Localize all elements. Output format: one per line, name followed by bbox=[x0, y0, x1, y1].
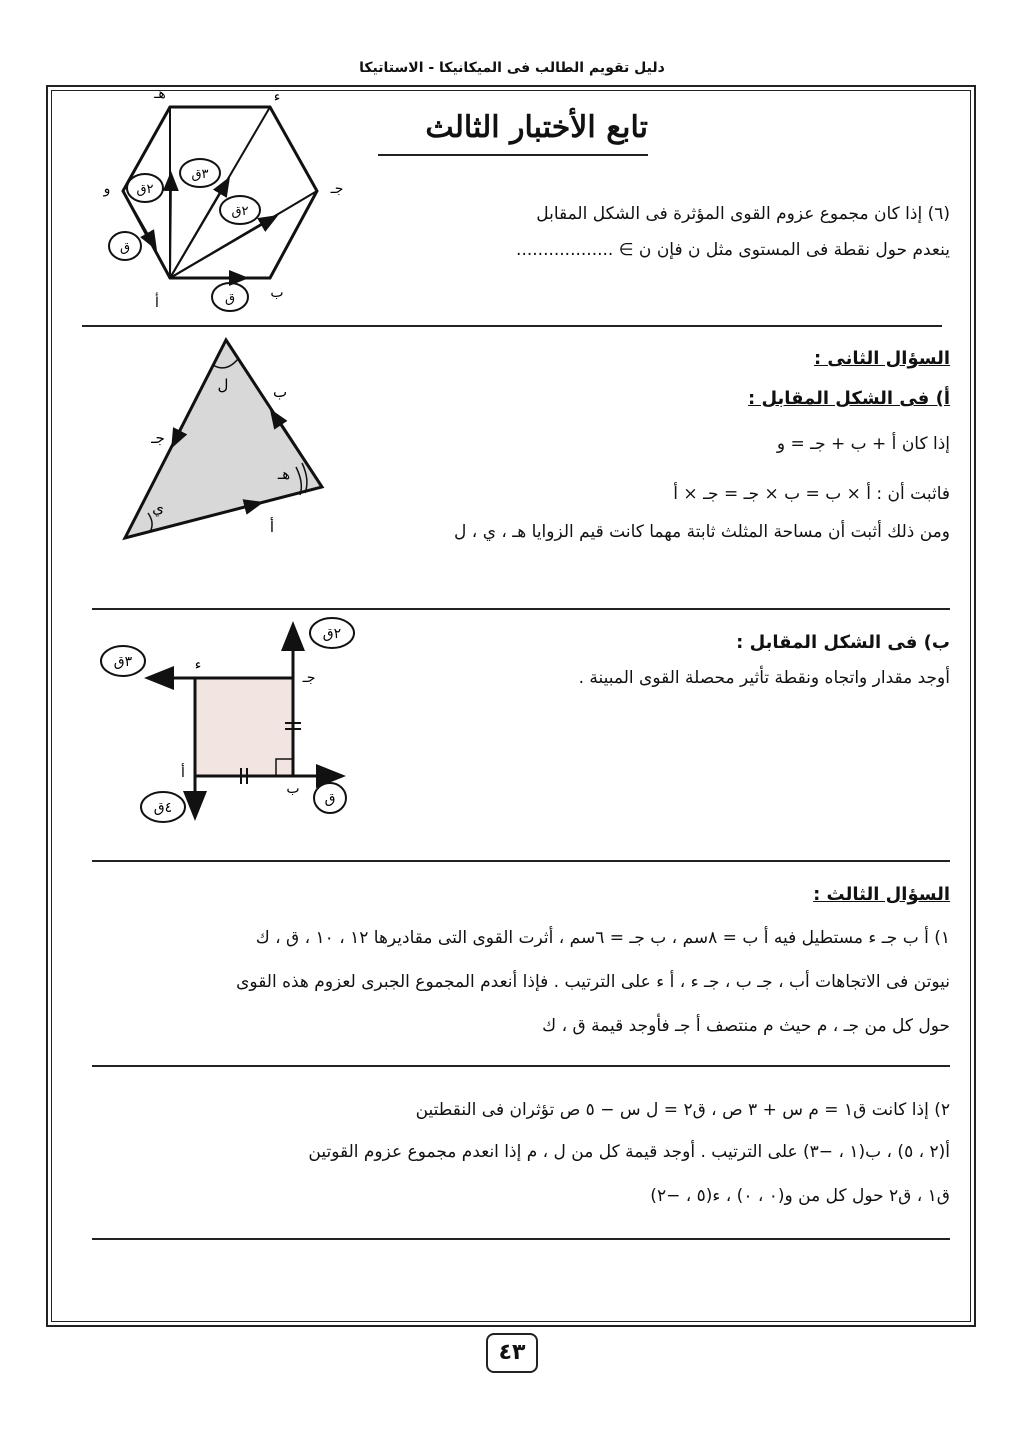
sq-label-b: ب bbox=[286, 781, 300, 797]
divider bbox=[82, 325, 942, 327]
title-underline bbox=[378, 154, 648, 156]
hex-label-w: و bbox=[103, 181, 111, 197]
hexagon-figure bbox=[95, 85, 355, 315]
q2b-heading: ب) فى الشكل المقابل : bbox=[736, 632, 950, 653]
hex-force-f3: ٣ق bbox=[191, 167, 209, 182]
tri-label-l: ل bbox=[217, 376, 229, 394]
q3-p2-line1: ٢) إذا كانت ق١ = م س + ٣ ص ، ق٢ = ل س − ٥ ص تؤثران فى النقطتين bbox=[415, 1100, 950, 1120]
triangle-figure bbox=[110, 335, 350, 545]
sq-label-d: ﺀ bbox=[194, 657, 202, 673]
tri-label-b: ب bbox=[272, 383, 288, 401]
q3-heading: السؤال الثالث : bbox=[813, 884, 950, 905]
q3-p1-line2: نيوتن فى الاتجاهات أب ، جـ ب ، جـ ﺀ ، أ ﺀ على الترتيب . فإذا أنعدم المجموع الجبرى لعزوم هذه القوى bbox=[236, 972, 950, 992]
q3-p1-line3: حول كل من جـ ، م حيث م منتصف أ جـ فأوجد قيمة ق ، ك bbox=[542, 1016, 950, 1036]
sq-force-f4: ٤ق bbox=[153, 800, 173, 816]
sq-label-a: أ bbox=[181, 765, 185, 781]
hex-label-a: ﺃ bbox=[155, 295, 159, 311]
tri-label-j: جـ bbox=[151, 429, 165, 447]
divider bbox=[92, 608, 950, 610]
tri-label-h: هـ bbox=[277, 465, 291, 483]
q3-p1-line1: ١) أ ب جـ ﺀ مستطيل فيه أ ب = ٨سم ، ب جـ = ٦سم ، أثرت القوى التى مقاديرها ١٢ ، ١٠ ، ق ، ك bbox=[255, 928, 950, 948]
q6-line2: ينعدم حول نقطة فى المستوى مثل ن فإن ن ∋ .................. bbox=[516, 240, 950, 260]
page-number: ٤٣ bbox=[486, 1333, 538, 1373]
hex-label-j: جـ bbox=[330, 181, 344, 197]
q2a-line1: إذا كان أ + ب + جـ = و bbox=[776, 434, 950, 454]
running-head: دليل تقويم الطالب فى الميكانيكا - الاستاتيكا bbox=[359, 60, 665, 76]
q2a-line3: ومن ذلك أثبت أن مساحة المثلث ثابتة مهما كانت قيم الزوايا هـ ، ي ، ل bbox=[454, 522, 950, 542]
divider bbox=[92, 860, 950, 862]
hex-label-b: ب bbox=[270, 285, 284, 301]
hex-label-d: ﺀ bbox=[273, 89, 281, 105]
square-forces-figure bbox=[95, 615, 355, 835]
hex-label-h: هـ bbox=[154, 86, 166, 102]
q2a-heading: أ) فى الشكل المقابل : bbox=[748, 388, 950, 409]
q3-p2-line2: أ(٢ ، ٥) ، ب(١ ، −٣) على الترتيب . أوجد قيمة كل من ل ، م إذا انعدم مجموع عزوم القوتين bbox=[308, 1142, 950, 1162]
hex-force-f2b: ٢ق bbox=[231, 204, 249, 219]
divider bbox=[92, 1065, 950, 1067]
hex-force-f2: ٢ق bbox=[136, 182, 154, 197]
page-title: تابع الأختبار الثالث bbox=[425, 110, 648, 145]
tri-label-y: ي bbox=[152, 499, 164, 517]
sq-force-f3: ٣ق bbox=[113, 654, 133, 670]
hex-force-f-bottom: ق bbox=[224, 291, 236, 306]
q3-p2-line3: ق١ ، ق٢ حول كل من و(٠ ، ٠) ، ﺀ(٥ ، −٢) bbox=[650, 1186, 950, 1206]
q2a-line2: فاثبت أن : أ × ب = ب × جـ = جـ × أ bbox=[673, 484, 950, 504]
q6-line1: (٦) إذا كان مجموع عزوم القوى المؤثرة فى الشكل المقابل bbox=[536, 204, 950, 224]
hex-force-f: ق bbox=[119, 240, 131, 255]
sq-force-f2: ٢ق bbox=[322, 626, 342, 642]
tri-label-a: أ bbox=[269, 518, 275, 536]
sq-label-j: جـ bbox=[302, 670, 316, 686]
sq-force-f: ق bbox=[324, 791, 336, 807]
divider bbox=[92, 1238, 950, 1240]
q2-heading: السؤال الثانى : bbox=[813, 348, 950, 369]
q2b-line: أوجد مقدار واتجاه ونقطة تأثير محصلة القوى المبينة . bbox=[578, 668, 950, 688]
